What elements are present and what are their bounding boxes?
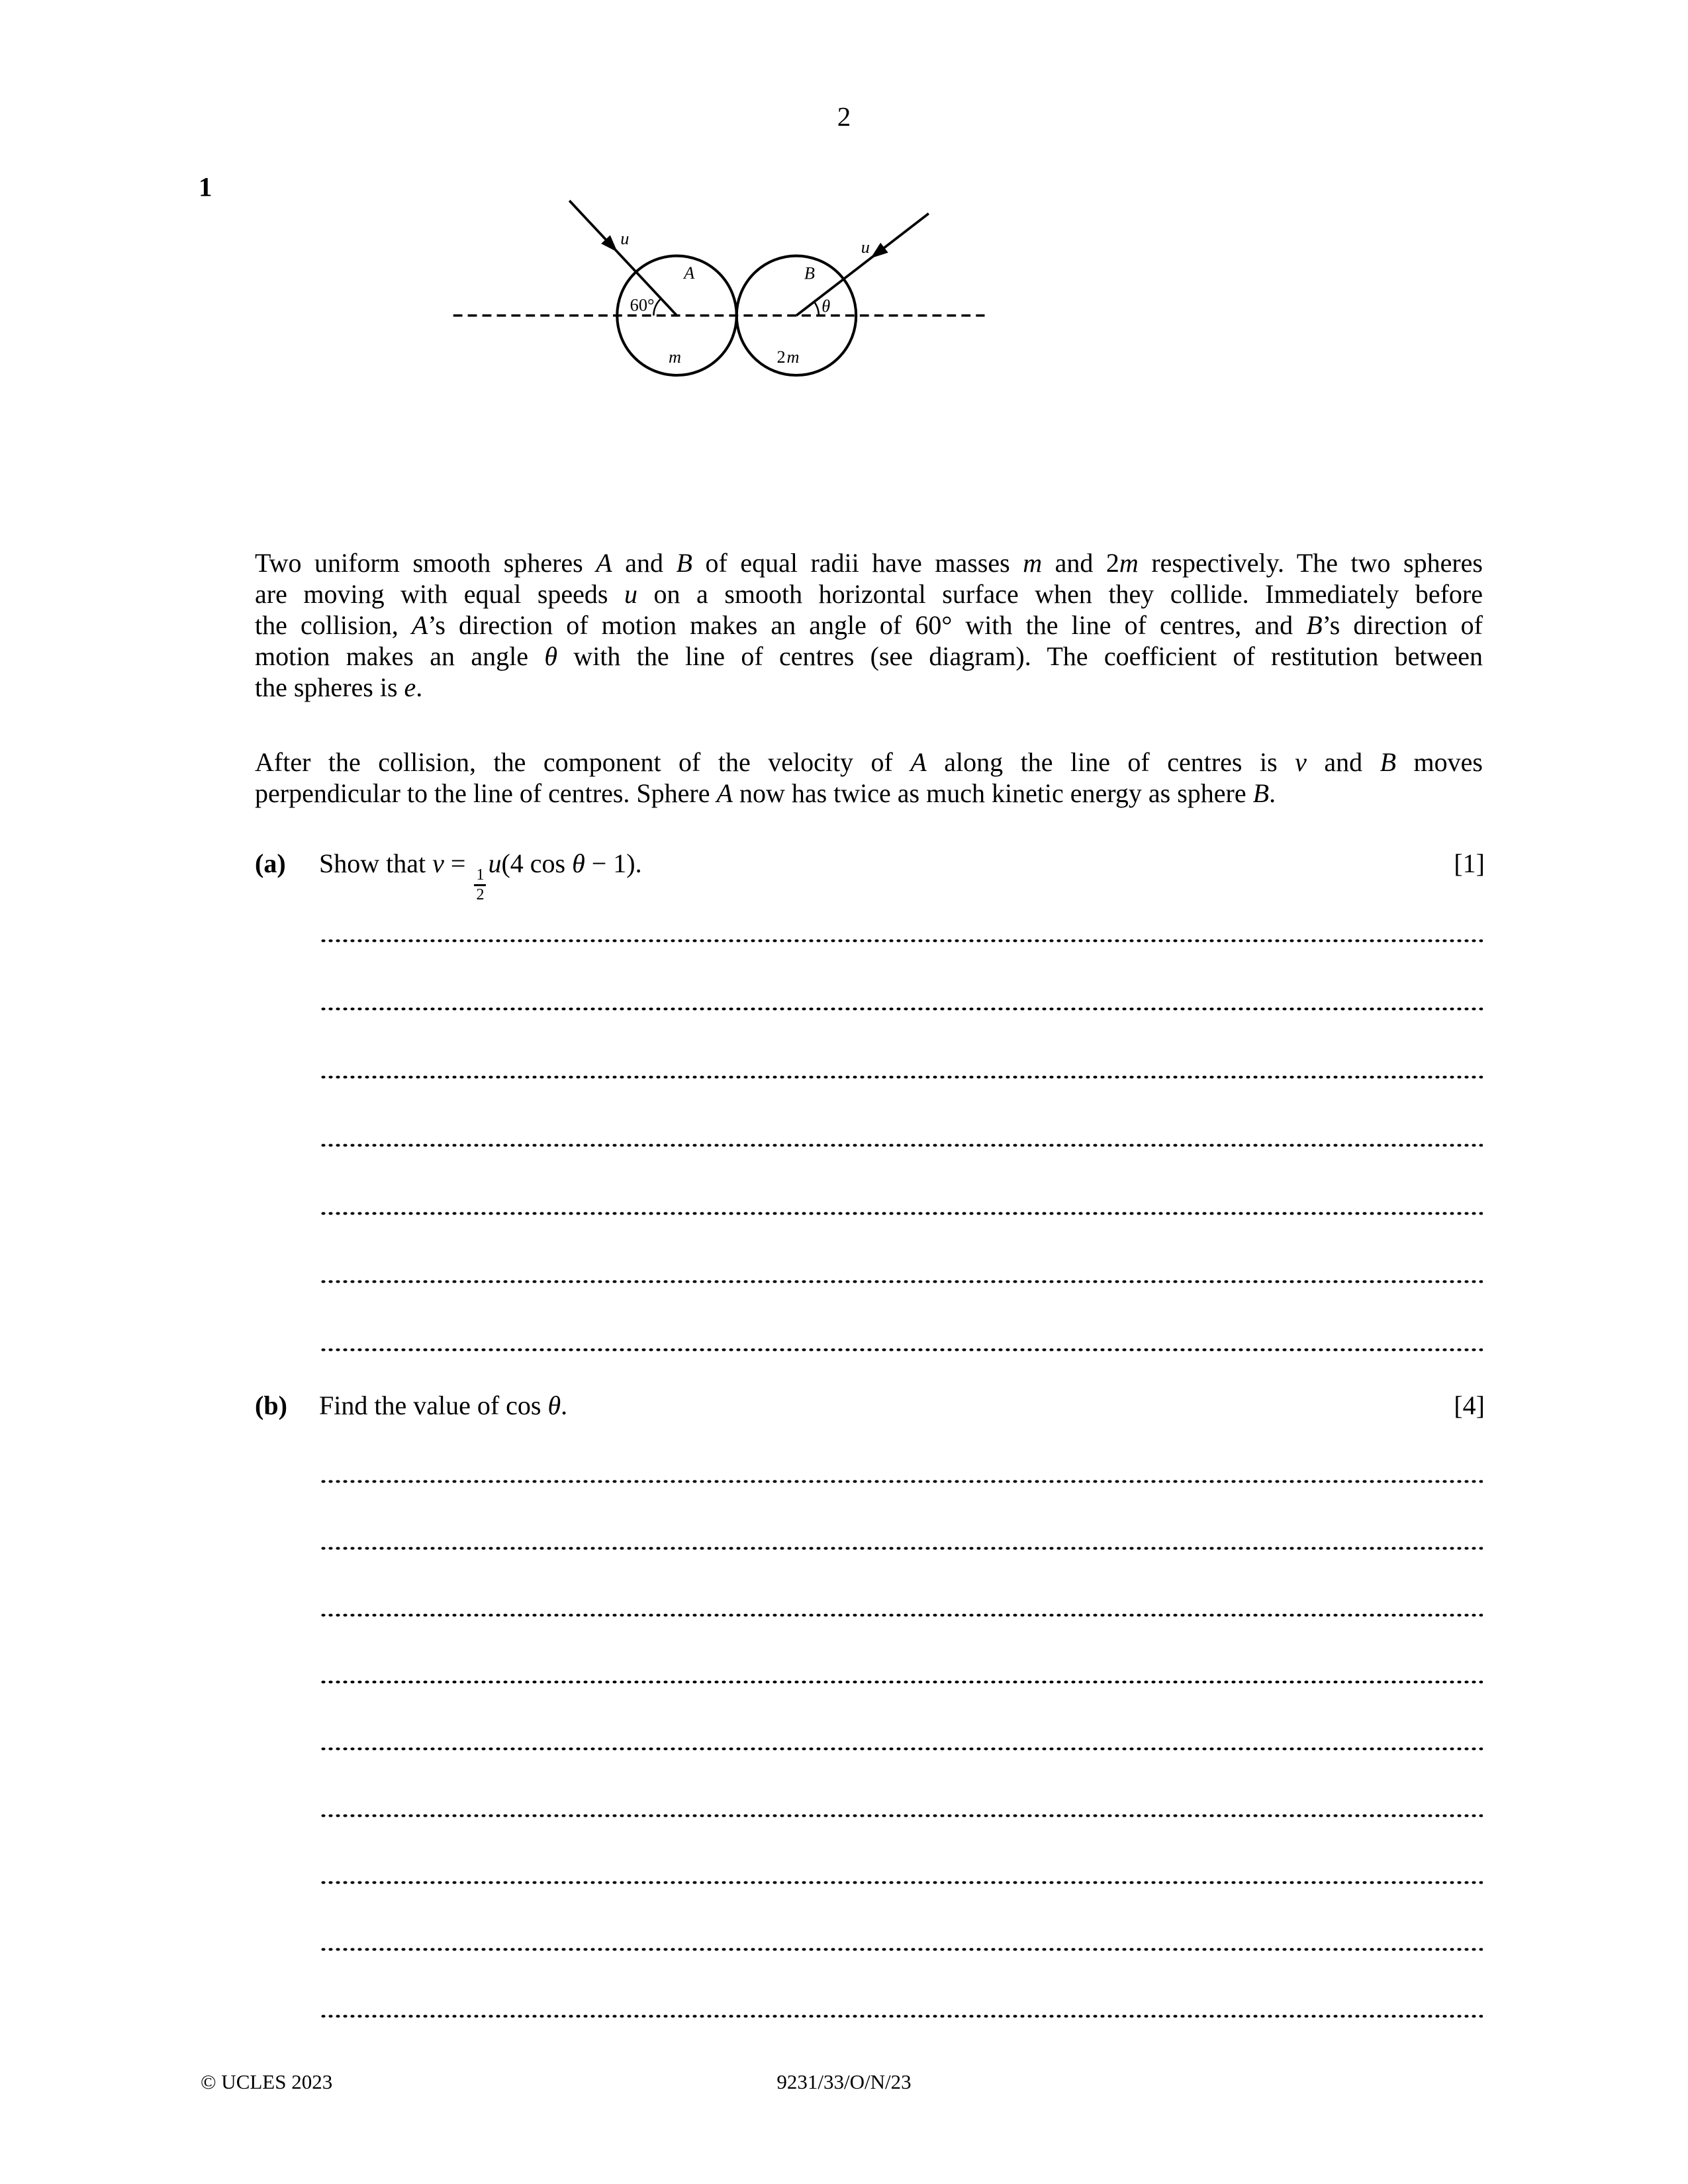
angle-b-label: θ xyxy=(821,296,831,316)
answer-dotted-line xyxy=(320,1007,1483,1011)
part-b-answer-lines xyxy=(320,1480,1483,2081)
problem-statement-paragraph-2 xyxy=(255,747,1483,809)
answer-dotted-line xyxy=(320,1614,1483,1617)
angle-b-arc xyxy=(814,302,819,316)
speed-a-label: u xyxy=(620,228,630,248)
mass-a-label: m xyxy=(668,347,681,367)
part-a-question: Show that v = $\frac{1}{2}$ u(4 cos θ − 1). xyxy=(319,848,642,903)
mass-b-variable: m xyxy=(786,347,800,367)
answer-dotted-line xyxy=(320,1280,1483,1283)
answer-dotted-line xyxy=(320,1881,1483,1884)
text-line: Two uniform smooth spheres A and B of equal radii have masses m and 2m respectively. The two spheres xyxy=(255,548,1483,578)
text-line: After the collision, the component of the velocity of A along the line of centres is v and B moves xyxy=(255,747,1483,777)
sphere-a-label: A xyxy=(684,263,695,283)
part-a-heading xyxy=(255,847,1485,903)
part-a-marks: [1] xyxy=(1454,848,1485,878)
answer-dotted-line xyxy=(320,2015,1483,2018)
answer-dotted-line xyxy=(320,1144,1483,1147)
text-line: the collision, A’s direction of motion makes an angle of 60° with the line of centres, and B’s direction of xyxy=(255,610,1483,640)
part-b-marks: [4] xyxy=(1454,1390,1485,1420)
text-line: are moving with equal speeds u on a smooth horizontal surface when they collide. Immediately before xyxy=(255,579,1483,609)
fraction: $\frac{1}{2}$ xyxy=(474,867,486,903)
answer-dotted-line xyxy=(320,939,1483,942)
angle-a-label: 60° xyxy=(630,295,655,315)
answer-dotted-line xyxy=(320,1948,1483,1951)
angle-a-arc xyxy=(653,298,661,316)
velocity-b-arrow-line xyxy=(796,214,929,316)
answer-dotted-line xyxy=(320,1547,1483,1550)
spheres-collision-diagram xyxy=(371,185,1297,496)
part-a-answer-lines xyxy=(320,939,1483,1416)
answer-dotted-line xyxy=(320,1075,1483,1079)
answer-dotted-line xyxy=(320,1680,1483,1684)
part-a-label: (a) xyxy=(255,848,286,878)
part-b-question: Find the value of cos θ. xyxy=(319,1390,568,1420)
mass-b-coefficient: 2 xyxy=(776,347,786,367)
part-b-label: (b) xyxy=(255,1390,287,1420)
speed-b-label: u xyxy=(861,238,870,257)
paper-code: 9231/33/O/N/23 xyxy=(776,2070,912,2093)
sphere-b-label: B xyxy=(804,263,815,283)
answer-dotted-line xyxy=(320,1814,1483,1817)
answer-dotted-line xyxy=(320,1212,1483,1215)
answer-dotted-line xyxy=(320,1348,1483,1351)
text-line: perpendicular to the line of centres. Sphere A now has twice as much kinetic energy as sphere B. xyxy=(255,778,1276,808)
answer-dotted-line xyxy=(320,1747,1483,1751)
problem-statement-paragraph-1 xyxy=(255,547,1483,703)
answer-dotted-line xyxy=(320,1480,1483,1483)
part-b-heading xyxy=(255,1389,1485,1422)
copyright-notice: © UCLES 2023 xyxy=(201,2070,333,2093)
page-number: 2 xyxy=(837,101,851,132)
velocity-b-arrowhead-icon xyxy=(870,243,888,259)
text-line: motion makes an angle θ with the line of centres (see diagram). The coefficient of restitution between xyxy=(255,641,1483,671)
question-number: 1 xyxy=(199,171,212,202)
text-line: the spheres is e. xyxy=(255,672,423,702)
